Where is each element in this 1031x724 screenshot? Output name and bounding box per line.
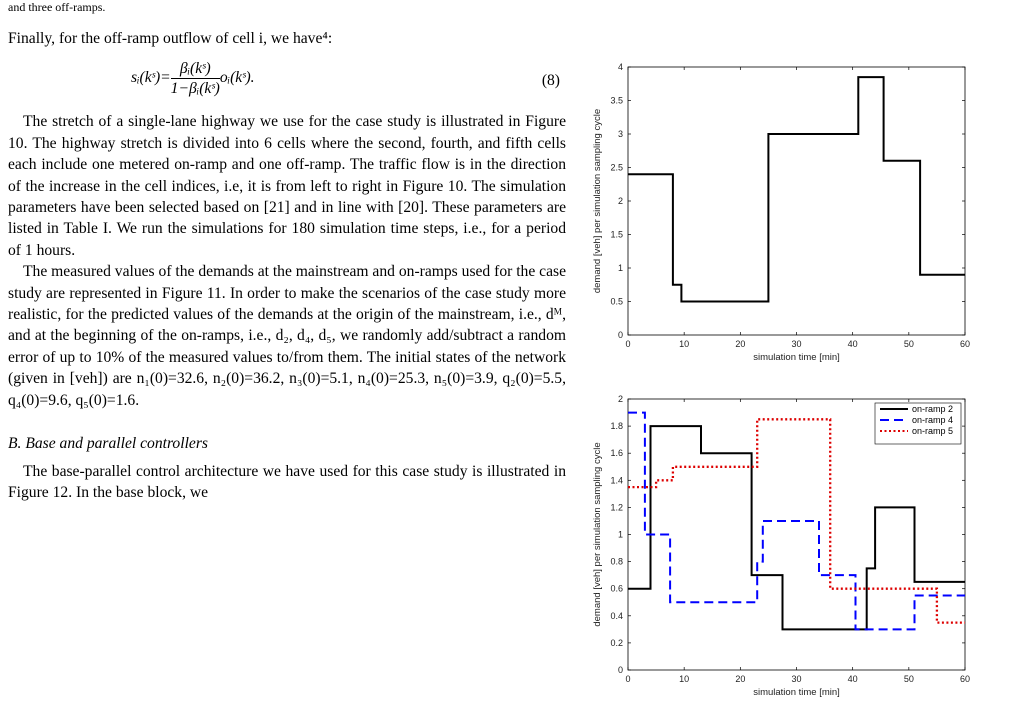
y-tick-label: 0	[617, 330, 623, 340]
y-tick-label: 3.5	[610, 95, 623, 106]
paragraph-intro: Finally, for the off-ramp outflow of cell i, we have⁴:	[8, 30, 333, 47]
y-tick-label: 1	[617, 529, 623, 540]
y-tick-label: 1.6	[610, 448, 623, 459]
y-tick-label: 0.5	[610, 296, 623, 307]
equation-numerator: βᵢ(kˢ)	[171, 59, 220, 79]
figure-caption-tail: and three off-ramps.	[8, 0, 106, 14]
chart-onramp-demand	[592, 394, 970, 698]
y-tick-label: 3	[617, 129, 623, 139]
y-tick-label: 2	[617, 394, 623, 404]
y-axis-label: demand [veh] per simulation sampling cycle	[592, 442, 603, 627]
x-axis-label: simulation time [min]	[753, 687, 840, 698]
y-tick-label: 0.2	[610, 637, 623, 648]
y-tick-label: 0.4	[610, 610, 623, 621]
y-tick-label: 1.8	[610, 421, 623, 432]
y-tick-label: 0.6	[610, 583, 623, 594]
x-tick-label: 0	[625, 674, 631, 684]
y-tick-label: 2.5	[610, 162, 623, 173]
x-tick-label: 0	[625, 339, 631, 349]
x-tick-label: 30	[791, 674, 802, 684]
y-tick-label: 0	[617, 665, 623, 675]
x-tick-label: 20	[735, 339, 746, 349]
x-tick-label: 50	[903, 339, 914, 349]
paragraph-3: The base-parallel control architecture we have used for this case study is illustrated in Figure 12. In the base block, we	[8, 462, 566, 501]
y-axis-label: demand [veh] per simulation sampling cycle	[592, 108, 603, 294]
equation-rhs: oᵢ(kˢ).	[219, 69, 255, 87]
x-tick-label: 20	[735, 674, 746, 684]
equation-denominator: 1−βᵢ(kˢ)	[170, 80, 220, 98]
legend-label: on-ramp 4	[912, 415, 954, 425]
legend-label: on-ramp 2	[912, 404, 954, 414]
x-axis-label: simulation time [min]	[753, 352, 840, 363]
x-tick-label: 40	[847, 339, 858, 349]
y-tick-label: 4	[617, 62, 623, 72]
paragraph-2: The measured values of the demands at the mainstream and on-ramps used for the case study are represented in Figure 11. In order to make the scenarios of the case study more realistic, for the predicted values of the demands at the origin of the mainstream, i.e., dᴹ, and at the beginning of the on-ramps, i.e., d₂, d₄, d₅, we randomly add/subtract a random error of up to 10% of the measured values to/from them. The initial states of the network (given in [veh]) are n₁(0)=32.6, n₂(0)=36.2, n₃(0)=5.1, n₄(0)=25.3, n₅(0)=3.9, q₂(0)=5.5, q₄(0)=9.6, q₅(0)=1.6.	[8, 263, 566, 409]
x-tick-label: 50	[903, 674, 914, 684]
x-tick-label: 30	[791, 339, 802, 349]
x-tick-label: 10	[679, 674, 690, 684]
chart-mainstream-demand	[592, 62, 970, 363]
equation-lhs: sᵢ(kˢ)=	[131, 69, 171, 87]
paragraph-1: The stretch of a single-lane highway we use for the case study is illustrated in Figure 10. The highway stretch is divided into 6 cells where the second, fourth, and fifth cells each include one metered on-ramp and one off-ramp. The traffic flow is in the direction of the increase in the cell indices, i.e, it is from left to right in Figure 10. The simulation parameters have been selected based on [21] and in line with [20]. These parameters are listed in Table I. We run the simulations for 180 simulation time steps, i.e., for a period of 1 hours.	[8, 113, 566, 259]
y-tick-label: 2	[617, 196, 623, 206]
x-tick-label: 60	[959, 339, 971, 349]
plot-area	[628, 67, 965, 335]
equation-number: (8)	[541, 72, 560, 90]
x-tick-label: 40	[847, 674, 858, 684]
y-tick-label: 1.2	[610, 502, 623, 513]
y-tick-label: 1.4	[610, 475, 623, 486]
section-heading: B. Base and parallel controllers	[8, 435, 208, 453]
y-tick-label: 1.5	[610, 229, 623, 240]
x-tick-label: 60	[959, 674, 971, 684]
y-tick-label: 1	[617, 263, 623, 273]
legend-label: on-ramp 5	[912, 426, 954, 436]
y-tick-label: 0.8	[610, 556, 623, 567]
x-tick-label: 10	[679, 339, 690, 349]
